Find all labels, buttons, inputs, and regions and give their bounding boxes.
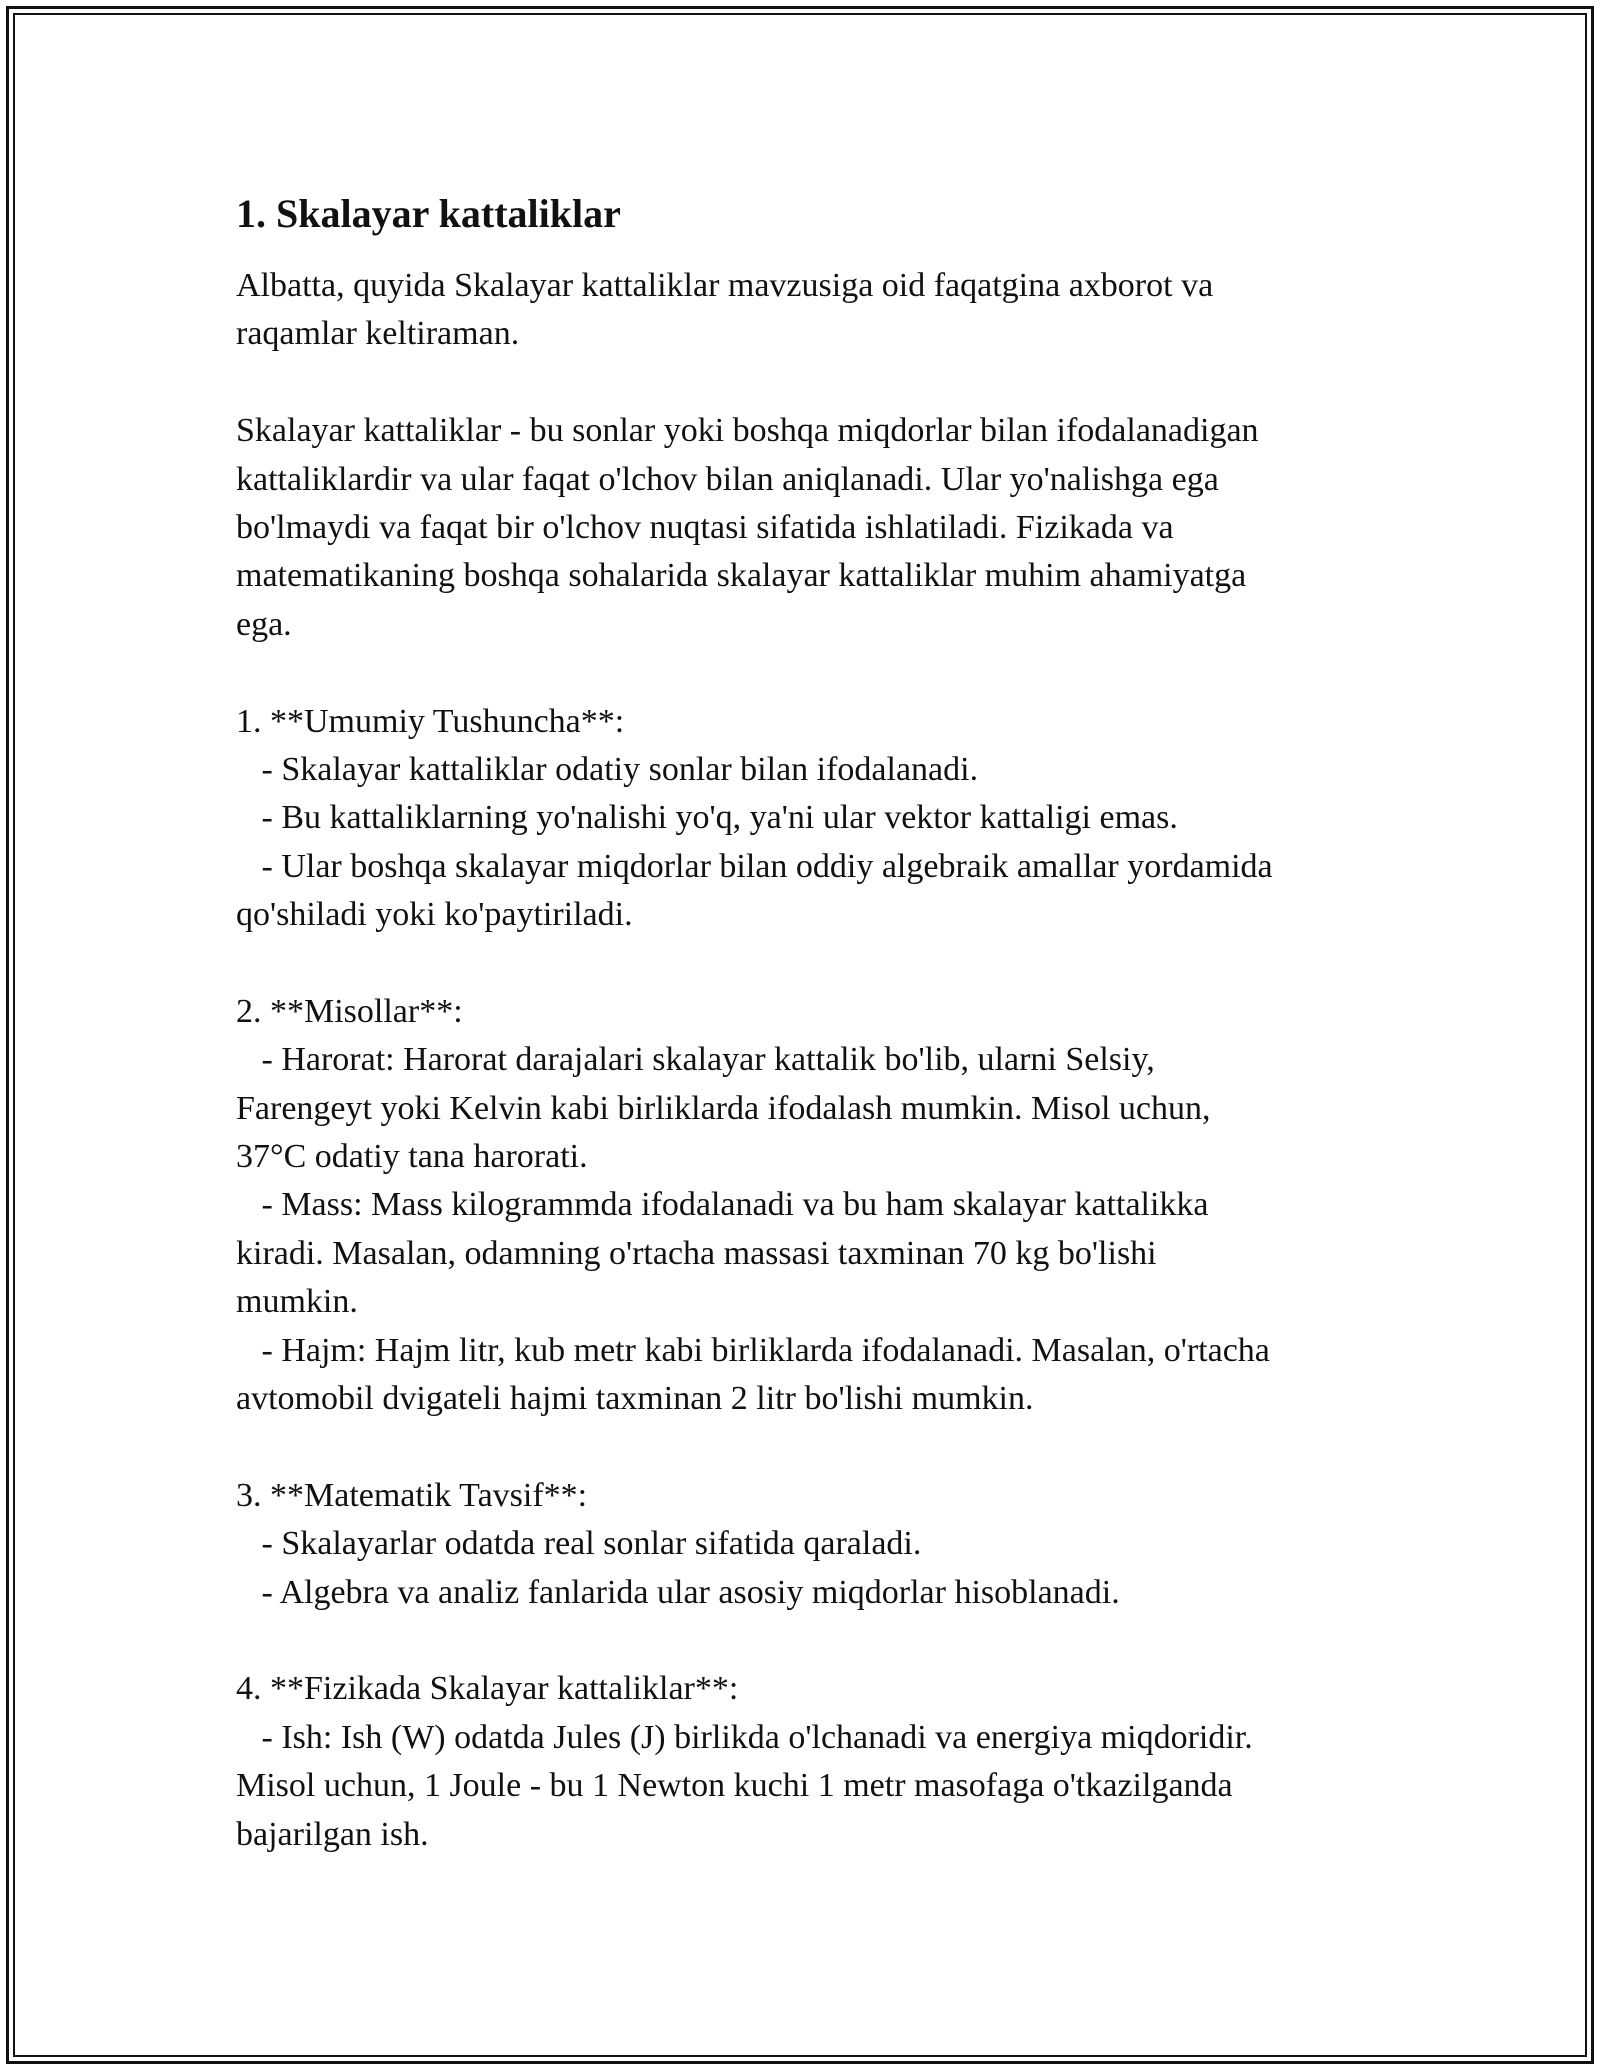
list-item-continued: qo'shiladi yoki ko'paytiriladi. xyxy=(236,896,633,934)
list-item: - Hajm: Hajm litr, kub metr kabi birliklarda ifodalanadi. Masalan, o'rtacha xyxy=(236,1331,1270,1369)
list-item: - Ular boshqa skalayar miqdorlar bilan oddiy algebraik amallar yordamida xyxy=(236,847,1273,885)
document-heading: 1. Skalayar kattaliklar xyxy=(236,191,621,236)
text-line: Albatta, quyida Skalayar kattaliklar mavzusiga oid faqatgina axborot va xyxy=(236,267,1214,304)
list-item-continued: mumkin. xyxy=(236,1283,358,1321)
list-item-continued: Misol uchun, 1 Joule - bu 1 Newton kuchi 1 metr masofaga o'tkazilganda xyxy=(236,1767,1233,1805)
list-item-continued: kiradi. Masalan, odamning o'rtacha massasi taxminan 70 kg bo'lishi xyxy=(236,1234,1157,1272)
list-item: - Algebra va analiz fanlarida ular asosiy miqdorlar hisoblanadi. xyxy=(236,1573,1120,1611)
section-title: 2. **Misollar**: xyxy=(236,992,463,1030)
list-item: - Bu kattaliklarning yo'nalishi yo'q, ya'ni ular vektor kattaligi emas. xyxy=(236,799,1178,837)
paragraph-gap xyxy=(236,359,1376,407)
text-line: Skalayar kattaliklar - bu sonlar yoki boshqa miqdorlar bilan ifodalanadigan xyxy=(236,412,1259,450)
text-line: bo'lmaydi va faqat bir o'lchov nuqtasi sifatida ishlatiladi. Fizikada va xyxy=(236,508,1174,546)
text-line: matematikaning boshqa sohalarida skalayar kattaliklar muhim ahamiyatga xyxy=(236,557,1247,595)
list-item-continued: bajarilgan ish. xyxy=(236,1815,429,1853)
list-item: - Harorat: Harorat darajalari skalayar kattalik bo'lib, ularni Selsiy, xyxy=(236,1041,1155,1079)
section-umumiy-tushuncha xyxy=(236,698,1376,940)
list-item: - Skalayar kattaliklar odatiy sonlar bilan ifodalanadi. xyxy=(236,750,979,788)
section-fizikada-skalayar xyxy=(236,1665,1376,1859)
text-line: ega. xyxy=(236,605,292,643)
list-item-continued: avtomobil dvigateli hajmi taxminan 2 litr bo'lishi mumkin. xyxy=(236,1379,1034,1417)
section-misollar xyxy=(236,988,1376,1424)
document-body xyxy=(236,262,1376,1859)
text-line: kattaliklardir va ular faqat o'lchov bilan aniqlanadi. Ular yo'nalishga ega xyxy=(236,460,1219,498)
section-title: 4. **Fizikada Skalayar kattaliklar**: xyxy=(236,1670,739,1708)
paragraph-gap xyxy=(236,1617,1376,1665)
list-item: - Ish: Ish (W) odatda Jules (J) birlikda o'lchanadi va energiya miqdoridir. xyxy=(236,1718,1253,1756)
paragraph-gap xyxy=(236,649,1376,697)
text-line: raqamlar keltiraman. xyxy=(236,315,520,353)
paragraph-gap xyxy=(236,1423,1376,1471)
list-item: - Skalayarlar odatda real sonlar sifatida qaraladi. xyxy=(236,1525,922,1563)
section-title: 3. **Matematik Tavsif**: xyxy=(236,1476,588,1514)
list-item-continued: Farengeyt yoki Kelvin kabi birliklarda ifodalash mumkin. Misol uchun, xyxy=(236,1089,1211,1127)
list-item-continued: 37°C odatiy tana harorati. xyxy=(236,1138,588,1176)
section-title: 1. **Umumiy Tushuncha**: xyxy=(236,702,625,740)
definition-paragraph xyxy=(236,407,1376,649)
paragraph-gap xyxy=(236,939,1376,987)
list-item: - Mass: Mass kilogrammda ifodalanadi va bu ham skalayar kattalikka xyxy=(236,1186,1209,1224)
intro-paragraph xyxy=(236,262,1376,359)
section-matematik-tavsif xyxy=(236,1472,1376,1617)
document-content xyxy=(236,186,1376,1859)
